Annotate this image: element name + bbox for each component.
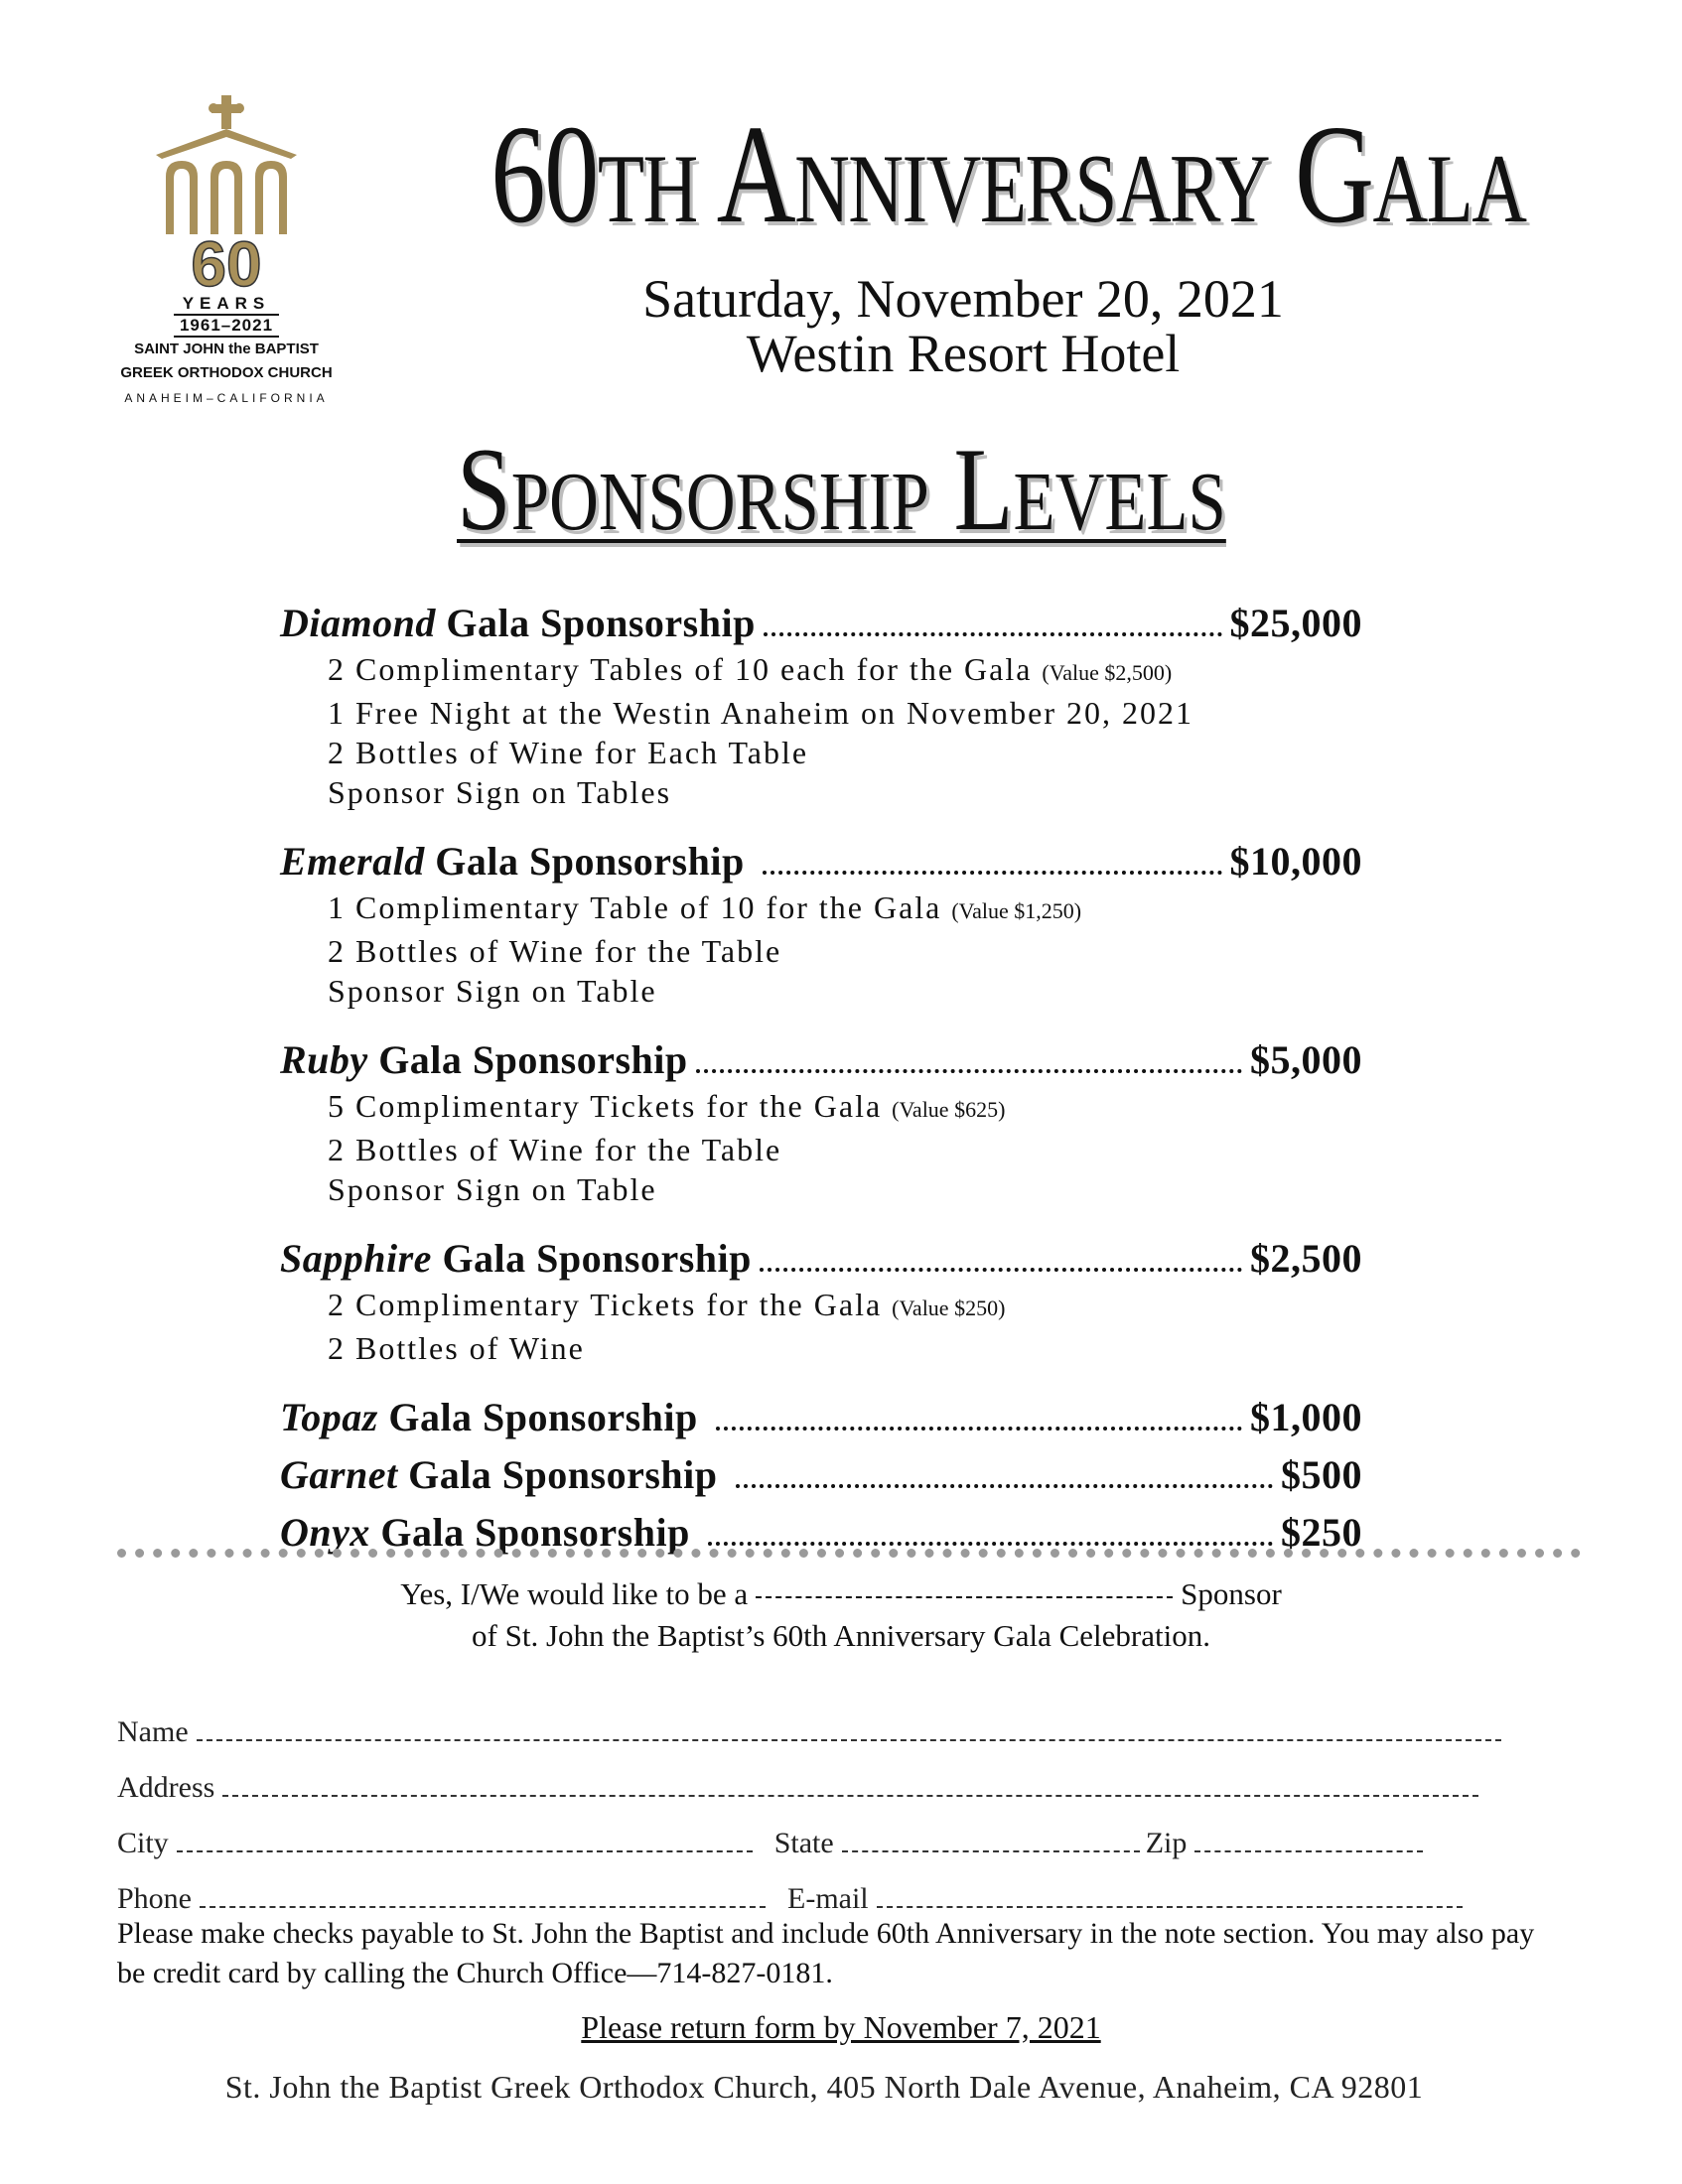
tier-name: Sapphire	[280, 1236, 432, 1281]
dot-leader	[736, 1484, 1273, 1488]
tier-label: Gala Sponsorship	[367, 1037, 688, 1082]
tier-amount: $250	[1281, 1510, 1362, 1555]
church-address: St. John the Baptist Greek Orthodox Church, 405 North Dale Avenue, Anaheim, CA 92801	[224, 2069, 1424, 2105]
tier-sapphire	[280, 1233, 1362, 1368]
tier-ruby	[280, 1034, 1362, 1209]
tier-name: Topaz	[280, 1395, 378, 1439]
benefit-item: 1 Complimentary Table of 10 for the Gala (Value $1,250)	[328, 889, 1082, 925]
sponsorship-levels-heading: Sponsorship Levels	[456, 423, 1226, 555]
city-field[interactable]	[177, 1849, 753, 1852]
email-label: E-mail	[787, 1882, 869, 1915]
tier-amount: $10,000	[1229, 839, 1362, 884]
church-building-icon	[152, 95, 301, 234]
tier-amount: $5,000	[1250, 1037, 1362, 1082]
tier-label: Gala Sponsorship	[435, 601, 756, 645]
sixty-numeral	[157, 234, 296, 292]
tier-name: Onyx	[280, 1510, 370, 1555]
logo-church-name-1: SAINT JOHN the BAPTIST	[134, 341, 319, 357]
tier-garnet	[280, 1449, 1362, 1501]
pledge-prefix: Yes, I/We would like to be a	[400, 1576, 749, 1611]
tier-label: Gala Sponsorship	[397, 1452, 729, 1497]
tier-label: Gala Sponsorship	[424, 839, 756, 884]
sponsor-level-blank[interactable]	[756, 1596, 1173, 1598]
phone-field[interactable]	[200, 1905, 766, 1908]
dot-leader	[716, 1427, 1242, 1431]
tier-name: Garnet	[280, 1452, 398, 1497]
tier-label: Gala Sponsorship	[377, 1395, 709, 1439]
pledge-line-2: of St. John the Baptist’s 60th Anniversary Gala Celebration.	[472, 1618, 1210, 1653]
phone-label: Phone	[117, 1882, 192, 1915]
tier-amount: $2,500	[1250, 1236, 1362, 1281]
payment-note: Please make checks payable to St. John the Baptist and include 60th Anniversary in the note section. You may also pay be credit card by calling the Church Office—714-827-0181.	[117, 1917, 1535, 1989]
tier-label: Gala Sponsorship	[431, 1236, 752, 1281]
pledge-suffix: Sponsor	[1181, 1576, 1282, 1611]
benefit-item: 2 Complimentary Tables of 10 each for the Gala (Value $2,500)	[328, 651, 1173, 687]
state-field[interactable]	[842, 1849, 1140, 1852]
benefit-item: 2 Bottles of Wine	[328, 1330, 585, 1366]
address-label: Address	[117, 1771, 215, 1804]
state-label: State	[773, 1827, 834, 1859]
tier-name: Ruby	[280, 1037, 368, 1082]
name-field[interactable]	[197, 1738, 1501, 1741]
zip-label: Zip	[1145, 1827, 1188, 1859]
dot-leader	[708, 1542, 1273, 1546]
logo-years: YEARS	[182, 294, 271, 313]
benefit-item: 5 Complimentary Tickets for the Gala (Value $625)	[328, 1088, 1006, 1124]
benefit-item: 2 Bottles of Wine for the Table	[328, 933, 782, 969]
tier-diamond	[280, 598, 1362, 812]
logo-year-span: 1961–2021	[174, 314, 279, 338]
sponsorship-tier-list	[280, 598, 1362, 1565]
dot-leader	[764, 632, 1222, 636]
tier-topaz	[280, 1392, 1362, 1443]
address-field[interactable]	[222, 1794, 1478, 1797]
benefit-item: 2 Bottles of Wine for the Table	[328, 1132, 782, 1167]
sponsor-pledge	[298, 1573, 1384, 1657]
return-deadline: Please return form by November 7, 2021	[581, 2009, 1101, 2045]
tier-label: Gala Sponsorship	[369, 1510, 701, 1555]
tier-amount: $1,000	[1250, 1395, 1362, 1439]
benefit-item: Sponsor Sign on Table	[328, 1171, 657, 1207]
event-date: Saturday, November 20, 2021	[642, 269, 1284, 329]
event-venue: Westin Resort Hotel	[746, 324, 1181, 383]
tier-amount: $25,000	[1229, 601, 1362, 645]
logo-city: ANAHEIM–CALIFORNIA	[124, 391, 329, 405]
tier-emerald	[280, 836, 1362, 1011]
svg-text:60: 60	[191, 234, 262, 292]
dot-leader	[760, 1268, 1242, 1272]
benefit-item: 2 Bottles of Wine for Each Table	[328, 735, 809, 770]
benefit-item: Sponsor Sign on Table	[328, 973, 657, 1009]
tier-name: Emerald	[280, 839, 425, 884]
zip-field[interactable]	[1194, 1849, 1423, 1852]
city-label: City	[117, 1827, 169, 1859]
benefit-item: 2 Complimentary Tickets for the Gala (Value $250)	[328, 1287, 1006, 1322]
email-field[interactable]	[877, 1905, 1463, 1908]
cut-line-divider	[117, 1549, 1581, 1558]
event-title: 60th Anniversary Gala	[491, 95, 1526, 252]
dot-leader	[696, 1069, 1242, 1073]
benefit-item: 1 Free Night at the Westin Anaheim on November 20, 2021	[328, 695, 1194, 731]
church-logo	[95, 95, 357, 413]
tier-name: Diamond	[280, 601, 436, 645]
benefit-item: Sponsor Sign on Tables	[328, 774, 672, 810]
sponsor-form	[117, 1694, 1507, 1916]
logo-church-name-2: GREEK ORTHODOX CHURCH	[120, 364, 333, 381]
dot-leader	[763, 871, 1221, 875]
name-label: Name	[117, 1715, 189, 1748]
tier-amount: $500	[1281, 1452, 1362, 1497]
